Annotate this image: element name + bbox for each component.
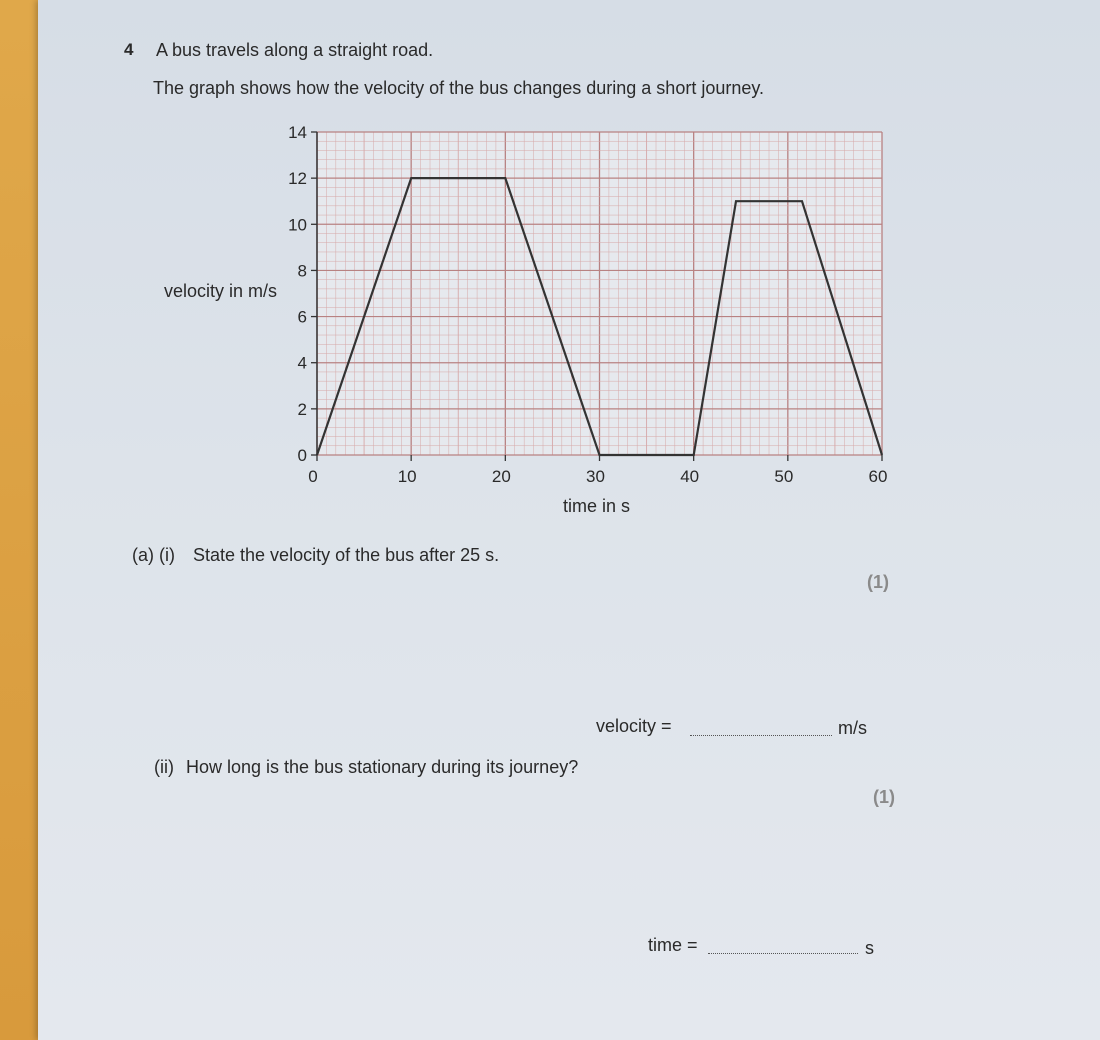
x-tick-label: 0 xyxy=(308,467,318,486)
chart-x-axis-label: time in s xyxy=(563,496,631,516)
part-a-ii-question: How long is the bus stationary during its journey? xyxy=(186,757,579,777)
question-intro: The graph shows how the velocity of the bus changes during a short journey. xyxy=(153,78,765,98)
y-tick-label: 12 xyxy=(288,169,307,189)
y-tick-label: 14 xyxy=(288,123,307,142)
part-a-ii-prefix: (ii) xyxy=(154,757,174,777)
y-tick-label: 2 xyxy=(297,399,307,419)
question-number: 4 xyxy=(124,40,134,59)
x-tick-label: 10 xyxy=(397,467,417,486)
y-tick-label: 8 xyxy=(297,261,307,281)
velocity-answer-line[interactable] xyxy=(690,734,832,736)
x-tick-label: 60 xyxy=(868,467,888,486)
y-tick-label: 6 xyxy=(297,307,307,327)
part-a-i-marks: (1) xyxy=(867,572,889,592)
x-tick-label: 40 xyxy=(680,467,700,486)
velocity-answer-label: velocity = xyxy=(596,716,672,736)
question-text: A bus travels along a straight road. xyxy=(156,40,434,60)
y-tick-label: 10 xyxy=(288,215,307,235)
y-tick-label: 0 xyxy=(297,446,307,465)
y-tick-label: 4 xyxy=(297,353,307,373)
part-a-i-question: State the velocity of the bus after 25 s. xyxy=(193,545,500,565)
part-a-i-prefix: (a) (i) xyxy=(132,545,175,565)
time-answer-line[interactable] xyxy=(708,952,858,954)
time-answer-unit: s xyxy=(865,938,874,958)
x-tick-label: 20 xyxy=(491,467,511,486)
x-tick-label: 50 xyxy=(774,467,794,486)
part-a-ii-marks: (1) xyxy=(873,787,895,807)
time-answer-label: time = xyxy=(648,935,698,955)
velocity-answer-unit: m/s xyxy=(838,718,867,738)
x-tick-label: 30 xyxy=(586,467,605,486)
chart-y-axis-label: velocity in m/s xyxy=(164,281,278,301)
